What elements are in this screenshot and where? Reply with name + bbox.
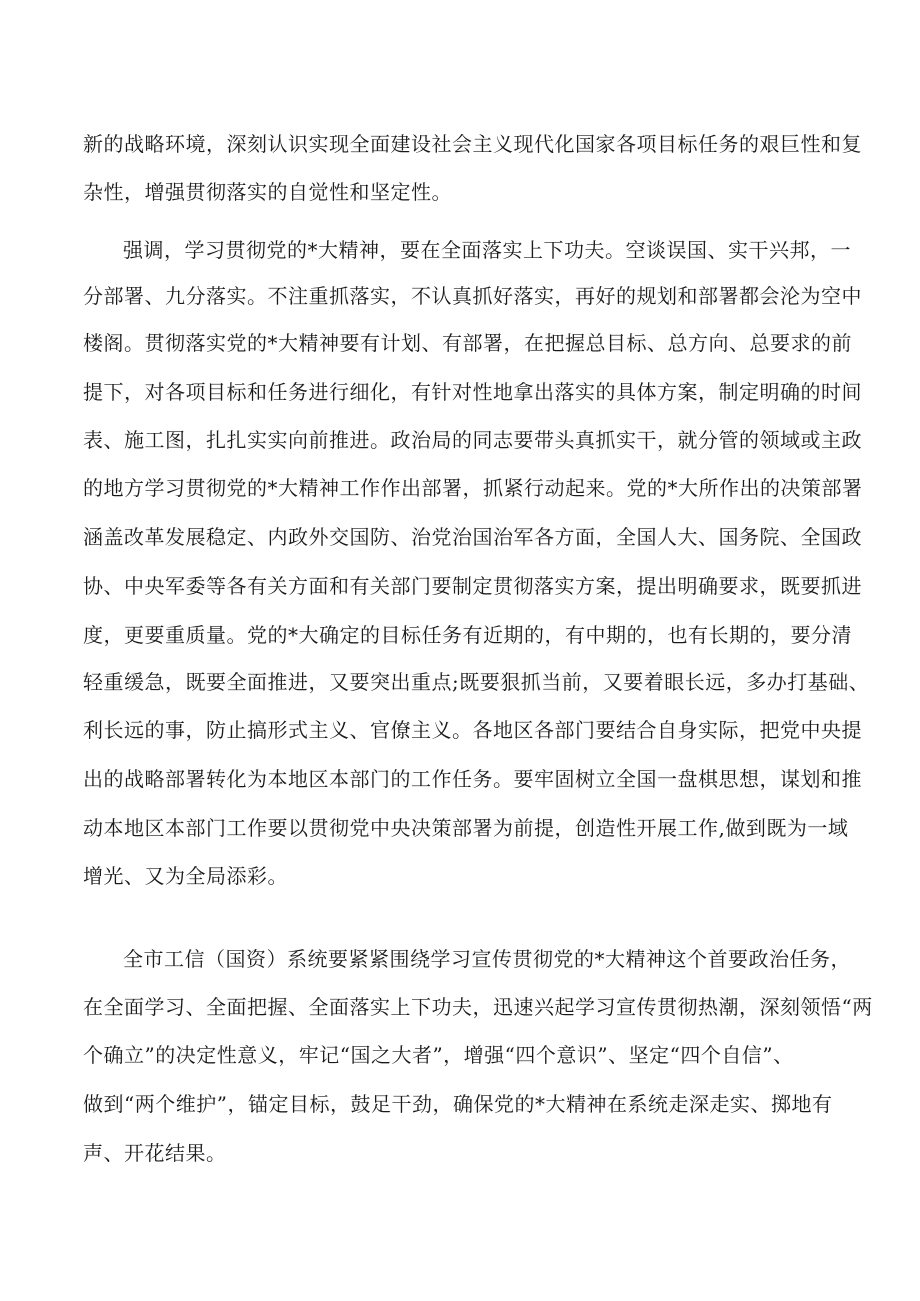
paragraph-2-line-11: 利长远的事，防止搞形式主义、官僚主义。各地区各部门要结合自身实际，把党中央提 [83,718,862,742]
paragraph-2-line-2: 分部署、九分落实。不注重抓落实，不认真抓好落实，再好的规划和部署都会沦为空中 [83,284,862,308]
paragraph-2-line-3: 楼阁。贯彻落实党的*大精神要有计划、有部署，在把握总目标、总方向、总要求的前 [83,331,852,355]
paragraph-2-line-10: 轻重缓急，既要全面推进，又要突出重点;既要狠抓当前，又要着眼长远，多办打基础、 [83,670,870,694]
paragraph-2-line-7: 涵盖改革发展稳定、内政外交国防、治党治国治军各方面，全国人大、国务院、全国政 [83,525,862,549]
paragraph-1-line-1: 新的战略环境，深刻认识实现全面建设社会主义现代化国家各项目标任务的艰巨性和复 [83,132,862,156]
paragraph-2-line-4: 提下，对各项目标和任务进行细化，有针对性地拿出落实的具体方案，制定明确的时间 [83,380,862,404]
paragraph-2-line-6: 的地方学习贯彻党的*大精神工作作出部署，抓紧行动起来。党的*大所作出的决策部署 [83,476,863,500]
paragraph-2-line-13: 动本地区本部门工作要以贯彻党中央决策部署为前提，创造性开展工作,做到既为一域 [83,816,849,840]
paragraph-2-line-5: 表、施工图，扎扎实实向前推进。政治局的同志要带头真抓实干，就分管的领域或主政 [83,428,862,452]
paragraph-2-line-9: 度，更要重质量。党的*大确定的目标任务有近期的，有中期的，也有长期的，要分清 [83,623,852,647]
paragraph-2-line-14: 增光、又为全局添彩。 [83,864,288,888]
paragraph-3-line-3: 个确立”的决定性意义，牢记“国之大者”，增强“四个意识”、坚定“四个自信”、 [83,1043,794,1067]
paragraph-3-line-1: 全市工信（国资）系统要紧紧围绕学习宣传贯彻党的*大精神这个首要政治任务， [123,947,851,971]
paragraph-2-line-8: 协、中央军委等各有关方面和有关部门要制定贯彻落实方案，提出明确要求，既要抓进 [83,574,862,598]
paragraph-3-line-2: 在全面学习、全面把握、全面落实上下功夫，迅速兴起学习宣传贯彻热潮，深刻领悟“两 [83,995,873,1019]
paragraph-1-line-2: 杂性，增强贯彻落实的自觉性和坚定性。 [83,180,452,204]
paragraph-3-line-4: 做到“两个维护”，锚定目标，鼓足干劲，确保党的*大精神在系统走深走实、掷地有 [83,1092,833,1116]
paragraph-2-line-1: 强调，学习贯彻党的*大精神，要在全面落实上下功夫。空谈误国、实干兴邦，一 [123,238,851,262]
paragraph-2-line-12: 出的战略部署转化为本地区本部门的工作任务。要牢固树立全国一盘棋思想，谋划和推 [83,767,862,791]
paragraph-3-line-5: 声、开花结果。 [83,1141,227,1165]
